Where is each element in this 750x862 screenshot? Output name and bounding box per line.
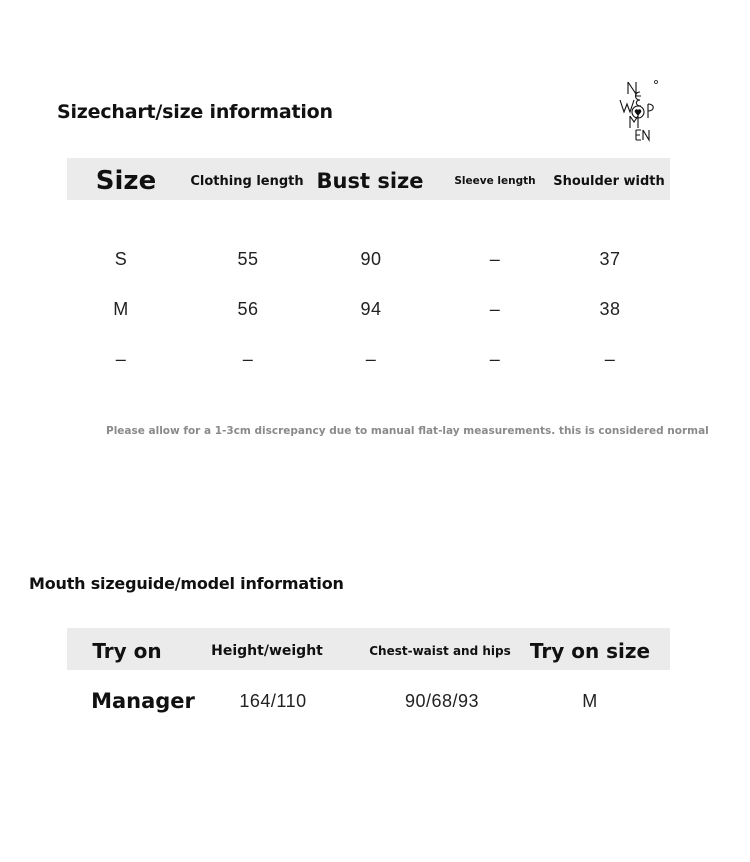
table-cell: 90: [360, 248, 382, 269]
header-chest-waist-hips: Chest-waist and hips: [369, 644, 511, 658]
table-cell: 55: [237, 248, 259, 269]
size-section-title: Sizechart/size information: [57, 101, 333, 123]
header-try-on-size: Try on size: [529, 639, 651, 663]
header-height-weight: Height/weight: [211, 643, 323, 659]
header-size: Size: [95, 166, 157, 196]
measurement-note: Please allow for a 1-3cm discrepancy due to manual flat-lay measurements. this is considered normal: [106, 425, 709, 437]
table-cell: 94: [360, 298, 382, 319]
header-clothing-length: Clothing length: [190, 173, 304, 189]
table-cell: –: [115, 348, 127, 369]
table-cell: Manager: [91, 689, 195, 713]
header-shoulder-width: Shoulder width: [553, 173, 665, 189]
table-cell: S: [114, 248, 128, 269]
table-cell: 38: [599, 298, 621, 319]
header-bust-size: Bust size: [316, 169, 424, 193]
model-section-title: Mouth sizeguide/model information: [29, 574, 344, 593]
table-cell: –: [365, 348, 377, 369]
header-sleeve-length: Sleeve length: [454, 175, 536, 187]
table-cell: –: [489, 298, 501, 319]
table-cell: 56: [237, 298, 259, 319]
table-cell: 90/68/93: [404, 690, 480, 711]
table-cell: M: [113, 298, 129, 319]
header-try-on: Try on: [92, 639, 162, 663]
table-cell: 37: [599, 248, 621, 269]
table-cell: –: [242, 348, 254, 369]
table-cell: –: [489, 348, 501, 369]
table-cell: –: [604, 348, 616, 369]
table-cell: M: [582, 690, 598, 711]
table-cell: 164/110: [239, 690, 307, 711]
brand-logo-icon: [610, 78, 670, 142]
table-cell: –: [489, 248, 501, 269]
